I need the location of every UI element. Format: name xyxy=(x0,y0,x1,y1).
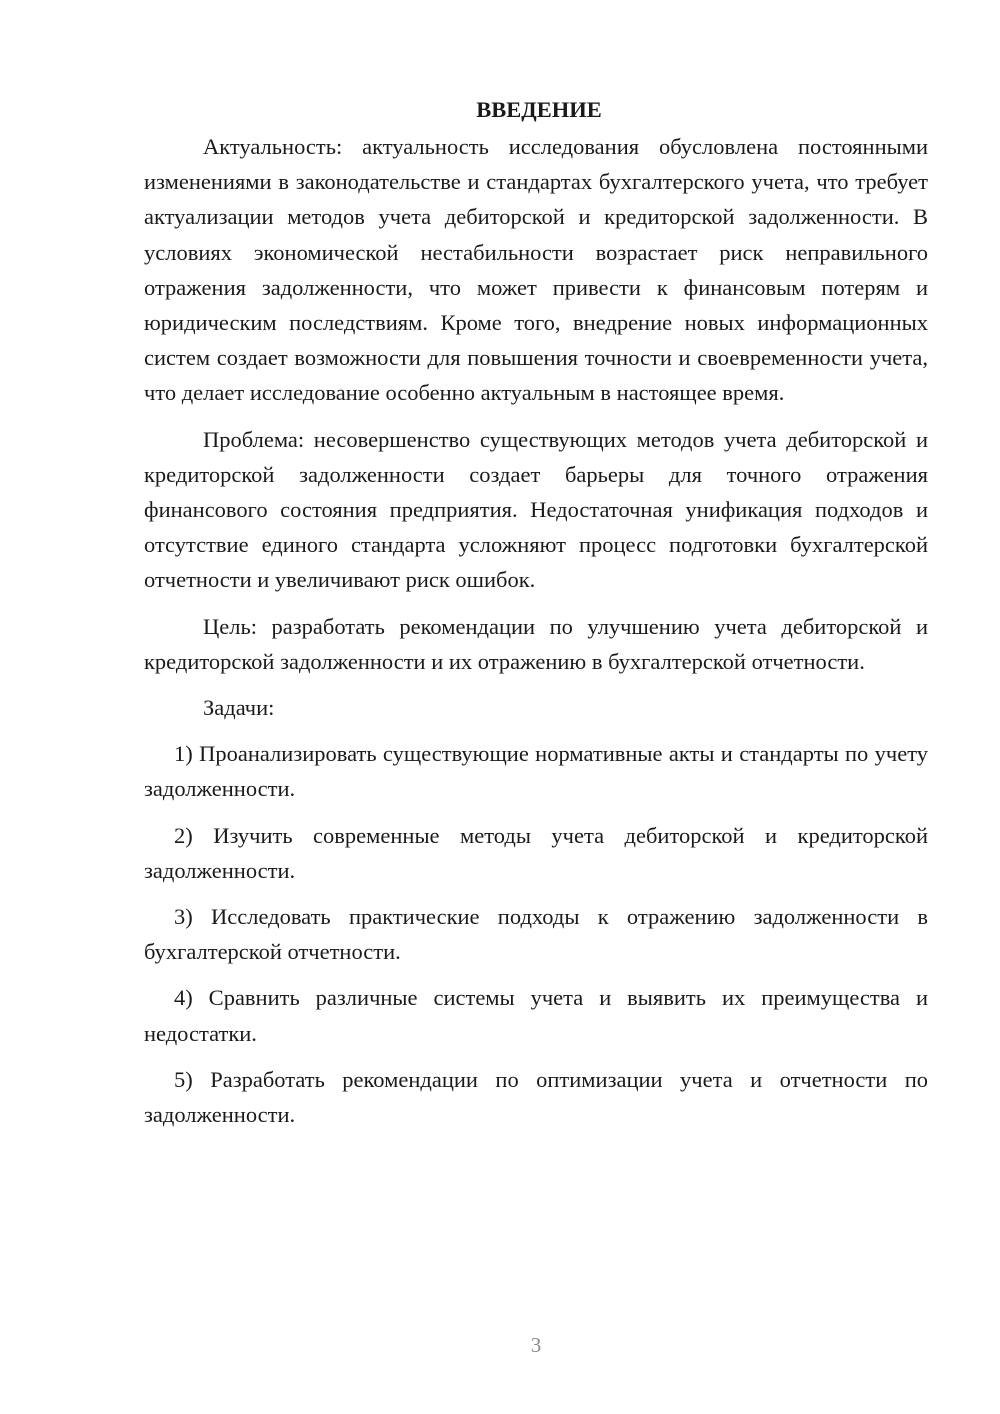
paragraph-problem: Проблема: несовершенство существующих методов учета дебиторской и кредиторской задолженности создает барьеры для точного отражения финансового состояния предприятия. Недостаточная унификация подходов и отсутствие единого стандарта усложняют процесс подготовки бухгалтерской отчетности и увеличивают риск ошибок. xyxy=(144,426,928,593)
page-title: ВВЕДЕНИЕ xyxy=(476,97,602,122)
task-item: 3) Исследовать практические подходы к отражению задолженности в бухгалтерской отчетности. xyxy=(144,904,928,965)
task-item: 5) Разработать рекомендации по оптимизации учета и отчетности по задолженности. xyxy=(144,1066,928,1128)
paragraph-goal: Цель: разработать рекомендации по улучшению учета дебиторской и кредиторской задолженности и их отражению в бухгалтерской отчетности. xyxy=(144,613,928,674)
task-list xyxy=(144,736,928,1132)
page-number: 3 xyxy=(530,1333,542,1357)
task-item: 1) Проанализировать существующие нормативные акты и стандарты по учету задолженности. xyxy=(144,741,928,802)
task-item: 2) Изучить современные методы учета дебиторской и кредиторской задолженности. xyxy=(144,822,928,883)
paragraph-tasks-heading: Задачи: xyxy=(203,695,275,721)
paragraph-relevance: Актуальность: актуальность исследования обусловлена постоянными изменениями в законодательстве и стандартах бухгалтерского учета, что требует актуализации методов учета дебиторской и кредиторской задолженности. В условиях экономической нестабильности возрастает риск неправильного отражения задолженности, что может привести к финансовым потерям и юридическим последствиям. Кроме того, внедрение новых информационных систем создает возможности для повышения точности и своевременности учета, что делает исследование особенно актуальным в настоящее время. xyxy=(144,134,928,406)
page-content xyxy=(144,92,928,1132)
task-item: 4) Сравнить различные системы учета и выявить их преимущества и недостатки. xyxy=(144,985,928,1046)
